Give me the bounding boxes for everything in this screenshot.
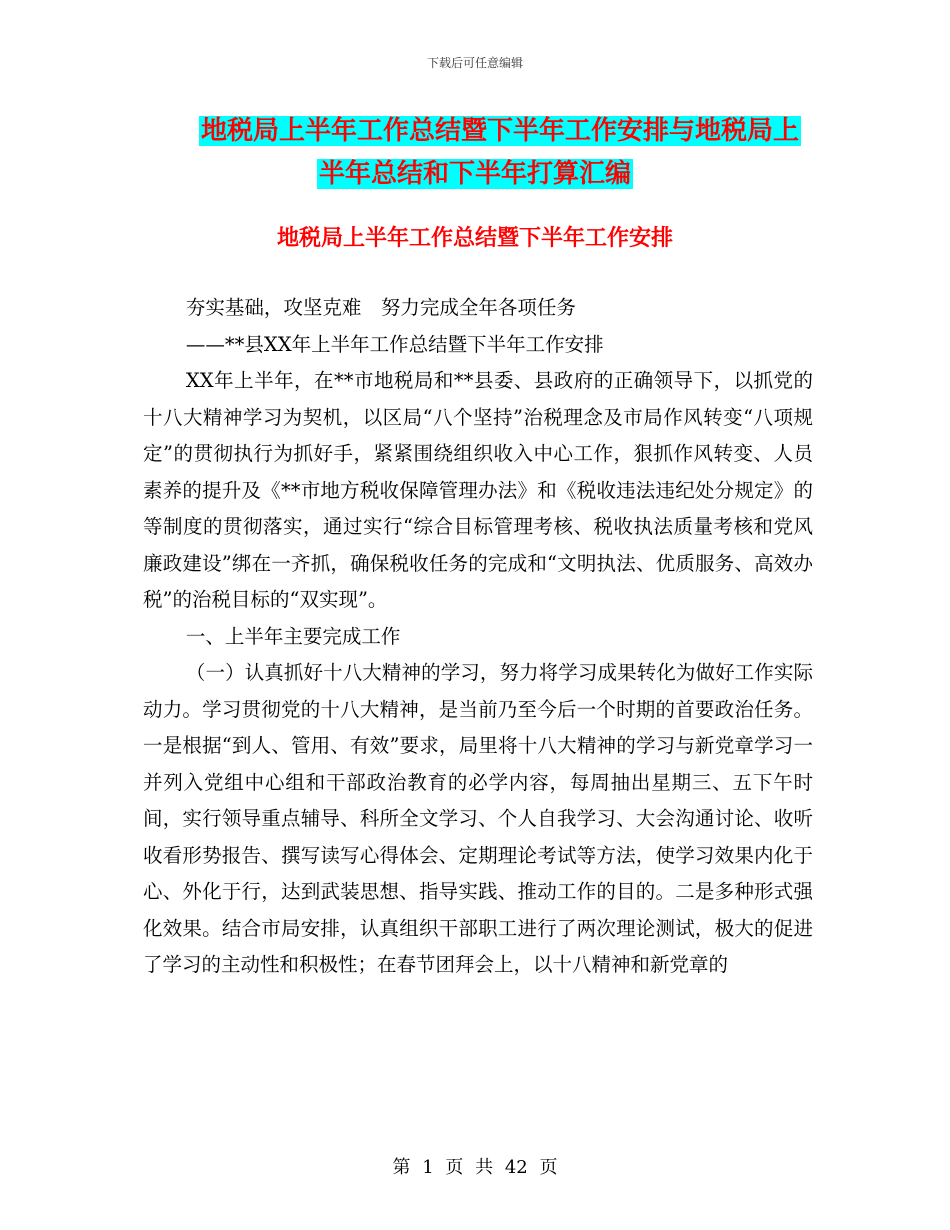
- paragraph-byline: ——**县XX年上半年工作总结暨下半年工作安排: [185, 332, 604, 356]
- document-body: [143, 290, 813, 984]
- paragraph-intro: XX年上半年，在**市地税局和**县委、县政府的正确领导下，以抓党的十八大精神学习为契机，以区局“八个坚持”治税理念及市局作风转变“八项规定”的贯彻执行为抓好手，紧紧围绕组织收入中心工作，狠抓作风转变、人员素养的提升及《**市地方税收保障管理办法》和《税收违法违纪处分规定》的等制度的贯彻落实，通过实行“综合目标管理考核、税收执法质量考核和党风廉政建设”绑在一齐抓，确保税收任务的完成和“文明执法、优质服务、高效办税”的治税目标的“双实现”。: [143, 369, 813, 611]
- page-header-note: 下载后可任意编辑: [426, 56, 523, 70]
- paragraph-body-1: （一）认真抓好十八大精神的学习，努力将学习成果转化为做好工作实际动力。学习贯彻党的十八大精神，是当前乃至今后一个时期的首要政治任务。一是根据“到人、管用、有效”要求，局里将十八大精神的学习与新党章学习一并列入党组中心组和干部政治教育的必学内容，每周抽出星期三、五下午时间，实行领导重点辅导、科所全文学习、个人自我学习、大会沟通讨论、收听收看形势报告、撰写读写心得体会、定期理论考试等方法，使学习效果内化于心、外化于行，达到武装思想、指导实践、推动工作的目的。二是多种形式强化效果。结合市局安排，认真组织干部职工进行了两次理论测试，极大的促进了学习的主动性和积极性；在春节团拜会上，以十八精神和新党章的: [143, 661, 813, 976]
- page-number-footer: 第 1 页 共 42 页: [392, 1157, 558, 1178]
- paragraph-slogan: 夯实基础，攻坚克难 努力完成全年各项任务: [185, 296, 576, 319]
- document-title-line-2-text: 半年总结和下半年打算汇编: [318, 159, 631, 189]
- document-title-line-1: [0, 114, 950, 148]
- document-title-line-1-text: 地税局上半年工作总结暨下半年工作安排与地税局上: [200, 116, 799, 146]
- section-title: 地税局上半年工作总结暨下半年工作安排: [276, 226, 673, 251]
- document-title-line-2: [0, 157, 950, 191]
- paragraph-heading-1: 一、上半年主要完成工作: [185, 624, 401, 648]
